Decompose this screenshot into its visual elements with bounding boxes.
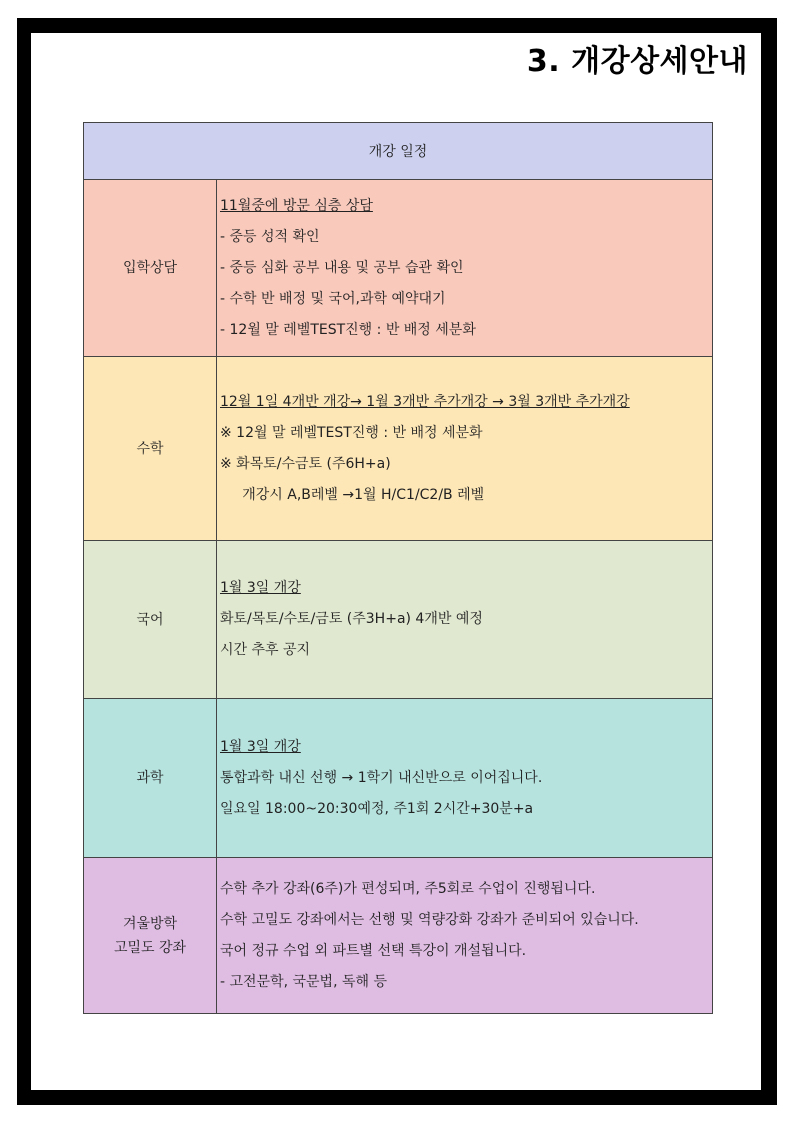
row-line: 수학 고밀도 강좌에서는 선행 및 역량강화 강좌가 준비되어 있습니다. — [220, 911, 639, 928]
row-heading: 12월 1일 4개반 개강→ 1월 3개반 추가개강 → 3월 3개반 추가개강 — [220, 393, 630, 410]
row-content — [217, 357, 713, 541]
row-line: 수학 추가 강좌(6주)가 편성되며, 주5회로 수업이 진행됩니다. — [220, 880, 596, 897]
row-line: 일요일 18:00~20:30예정, 주1회 2시간+30분+a — [220, 800, 534, 817]
table-row-admission-consultation — [84, 180, 713, 357]
row-label-text: 겨울방학 — [122, 915, 178, 932]
row-label — [84, 541, 217, 699]
row-label — [84, 357, 217, 541]
row-line: ※ 12월 말 레벨TEST진행 : 반 배정 세분화 — [220, 424, 483, 441]
row-heading: 1월 3일 개강 — [220, 580, 301, 596]
row-label-text: 입학상담 — [122, 260, 178, 276]
row-heading: 1월 3일 개강 — [220, 738, 301, 755]
table-row-korean — [84, 541, 713, 699]
schedule-table — [83, 122, 713, 1014]
row-content — [217, 858, 713, 1014]
row-content — [217, 541, 713, 699]
row-line: - 고전문학, 국문법, 독해 등 — [220, 973, 387, 990]
row-label — [84, 699, 217, 858]
row-line: 개강시 A,B레벨 →1월 H/C1/C2/B 레벨 — [220, 486, 485, 503]
row-label-text: 고밀도 강좌 — [113, 939, 187, 956]
row-line: ※ 화목토/수금토 (주6H+a) — [220, 455, 391, 472]
row-label-text: 수학 — [136, 440, 164, 457]
row-line: - 중등 성적 확인 — [220, 228, 320, 245]
row-line: 화토/목토/수토/금토 (주3H+a) 4개반 예정 — [220, 611, 483, 627]
row-heading: 11월중에 방문 심층 상담 — [220, 197, 373, 214]
row-label-text: 국어 — [136, 611, 164, 628]
row-line: - 12월 말 레벨TEST진행 : 반 배정 세분화 — [220, 321, 476, 338]
row-line: 통합과학 내신 선행 → 1학기 내신반으로 이어집니다. — [220, 769, 543, 786]
row-line: - 수학 반 배정 및 국어,과학 예약대기 — [220, 290, 446, 307]
row-content — [217, 699, 713, 858]
row-content — [217, 180, 713, 357]
row-line: 시간 추후 공지 — [220, 642, 311, 658]
row-line: - 중등 심화 공부 내용 및 공부 습관 확인 — [220, 259, 464, 276]
table-row-science — [84, 699, 713, 858]
table-row-winter-intensive — [84, 858, 713, 1014]
row-line: 국어 정규 수업 외 파트별 선택 특강이 개설됩니다. — [220, 942, 527, 959]
table-row-math — [84, 357, 713, 541]
row-label-text: 과학 — [136, 770, 164, 786]
page-title: 3. 개강상세안내 — [526, 44, 748, 79]
row-label — [84, 180, 217, 357]
schedule-table-header: 개강 일정 — [84, 123, 713, 180]
row-label — [84, 858, 217, 1014]
